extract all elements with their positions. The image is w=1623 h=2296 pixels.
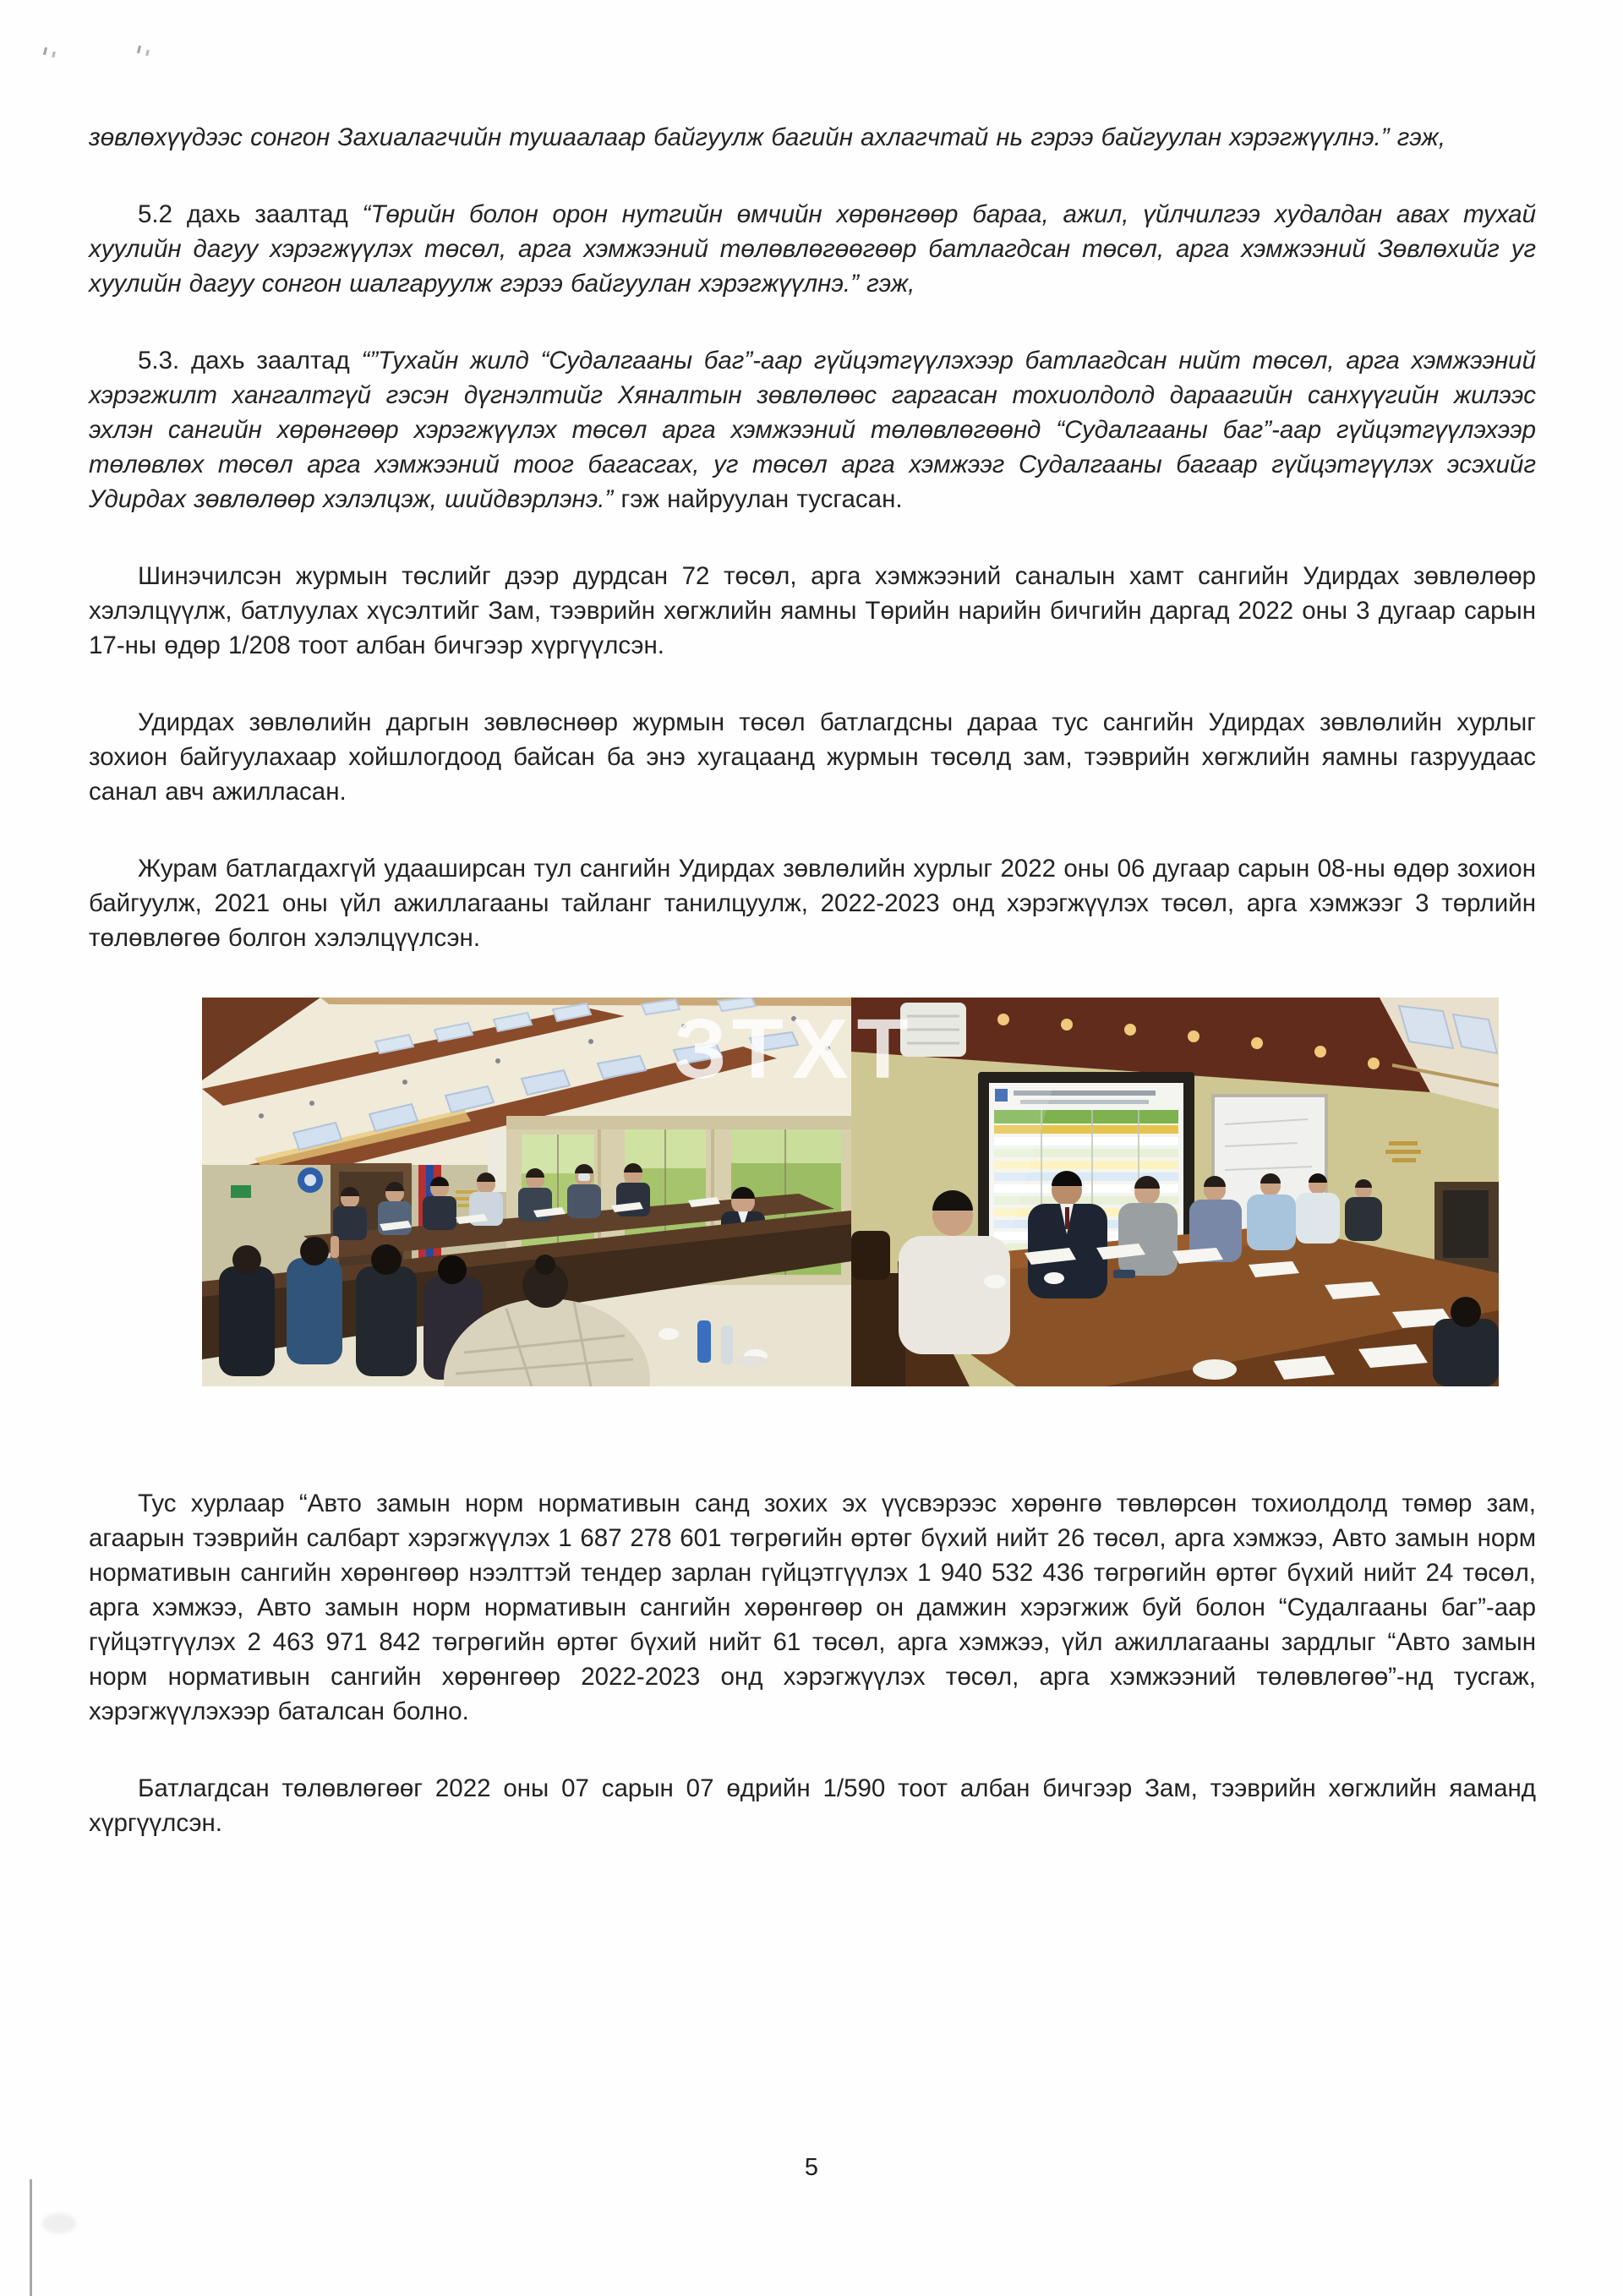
paragraph-text: “Төрийн болон орон нутгийн өмчийн хөрөнгөөр бараа, ажил, үйлчилгээ худалдан авах тухай хуулийн дагуу хэрэгжүүлэх төсөл, арга хэмжээний төлөвлөгөөгөөр батлагдсан төсөл, арга хэмжээний Зөвлөхийг уг хуулийн дагуу сонгон шалгаруулж гэрээ байгуулан хэрэгжүүлнэ.” гэж, xyxy=(89,200,1536,298)
meeting-photo-right xyxy=(851,998,1499,1386)
paragraph xyxy=(89,559,1536,663)
paragraph xyxy=(89,1771,1536,1840)
page-number: 5 xyxy=(804,2154,819,2181)
paragraphs-top xyxy=(89,120,1536,955)
paragraph xyxy=(89,120,1536,155)
paragraph xyxy=(89,705,1536,809)
scan-artifact xyxy=(138,46,149,56)
photo-row xyxy=(202,998,1499,1386)
scan-smudge xyxy=(42,2213,76,2233)
paragraph-text: 5.2 дахь заалтад xyxy=(138,200,363,228)
watermark: ЗТХТ xyxy=(674,1002,917,1096)
paragraph xyxy=(89,343,1536,517)
paragraph xyxy=(89,1486,1536,1729)
document-body xyxy=(89,120,1536,1883)
paragraph-text: Шинэчилсэн журмын төслийг дээр дурдсан 72 төсөл, арга хэмжээний саналын хамт сангийн Удирдах зөвлөлөөр хэлэлцүүлж, батлуулах хүсэлтийг Зам, тээврийн хөгжлийн яамны Төрийн нарийн бичгийн даргад 2022 оны 3 дугаар сарын 17-ны өдөр 1/208 тоот албан бичгээр хүргүүлсэн. xyxy=(89,562,1536,659)
scan-artifact xyxy=(44,47,55,57)
paragraph-text: 5.3. дахь заалтад xyxy=(138,347,362,374)
paragraph-text: зөвлөхүүдээс сонгон Захиалагчийн тушаалаар байгуулж багийн ахлагчтай нь гэрээ байгуулан хэрэгжүүлнэ.” гэж, xyxy=(89,123,1445,151)
paragraph xyxy=(89,851,1536,955)
paragraph xyxy=(89,197,1536,301)
paragraph-text: Тус хурлаар “Авто замын норм нормативын санд зохих эх үүсвэрээс хөрөнгө төвлөрсөн тохиолдолд төмөр зам, агаарын тээврийн салбарт хэрэгжүүлэх 1 687 278 601 төгрөгийн өртөг бүхий нийт 26 төсөл, арга хэмжээ, Авто замын норм нормативын сангийн хөрөнгөөр нээлттэй тендер зарлан гүйцэтгүүлэх 1 940 532 436 төгрөгийн өртөг бүхий нийт 24 төсөл, арга хэмжээ, Авто замын норм нормативын сангийн хөрөнгөөр он дамжин хэрэгжиж буй болон “Судалгааны баг”-аар гүйцэтгүүлэх 2 463 971 842 төгрөгийн өртөг бүхий нийт 61 төсөл, арга хэмжээ, үйл ажиллагааны зардлыг “Авто замын норм нормативын сангийн хөрөнгөөр 2022-2023 онд хэрэгжүүлэх төсөл, арга хэмжээний төлөвлөгөө”-нд тусгаж, хэрэгжүүлэхээр баталсан болно. xyxy=(89,1490,1536,1725)
paragraph-text: Удирдах зөвлөлийн даргын зөвлөснөөр журмын төсөл батлагдсны дараа тус сангийн Удирдах зөвлөлийн хурлыг зохион байгуулахаар хойшлогдоод байсан ба энэ хугацаанд журмын төсөлд зам, тээврийн хөгжлийн яамны газруудаас санал авч ажилласан. xyxy=(89,708,1536,806)
paragraph-text: Журам батлагдахгүй удааширсан тул сангийн Удирдах зөвлөлийн хурлыг 2022 оны 06 дугаар сарын 08-ны өдөр зохион байгуулж, 2021 оны үйл ажиллагааны тайланг танилцуулж, 2022-2023 онд хэрэгжүүлэх төсөл, арга хэмжээг 3 төрлийн төлөвлөгөө болгон хэлэлцүүлсэн. xyxy=(89,855,1536,952)
paragraphs-bottom xyxy=(89,1486,1536,1840)
paragraph-text: гэж найруулан тусгасан. xyxy=(620,485,903,513)
paragraph-text: “”Тухайн жилд “Судалгааны баг”-аар гүйцэтгүүлэхээр батлагдсан нийт төсөл, арга хэмжээний хэрэгжилт хангалтгүй гэсэн дүгнэлтийг Хяналтын зөвлөлөөс гаргасан тохиолдолд дараагийн санхүүгийн жилээс эхлэн сангийн хөрөнгөөр хэрэгжүүлэх төсөл арга хэмжээний төлөвлөгөөнд “Судалгааны баг”-аар гүйцэтгүүлэхээр төлөвлөх төсөл арга хэмжээний тоог багасгах, уг төсөл арга хэмжээг Судалгааны багаар гүйцэтгүүлэх эсэхийг Удирдах зөвлөлөөр хэлэлцэж, шийдвэрлэнэ.” xyxy=(89,347,1536,513)
paragraph-text: Батлагдсан төлөвлөгөөг 2022 оны 07 сарын 07 өдрийн 1/590 тоот албан бичгээр Зам, тээврийн хөгжлийн яаманд хүргүүлсэн. xyxy=(89,1774,1536,1837)
scan-edge-artifact xyxy=(30,2179,32,2296)
meeting-photo-left xyxy=(202,998,851,1386)
